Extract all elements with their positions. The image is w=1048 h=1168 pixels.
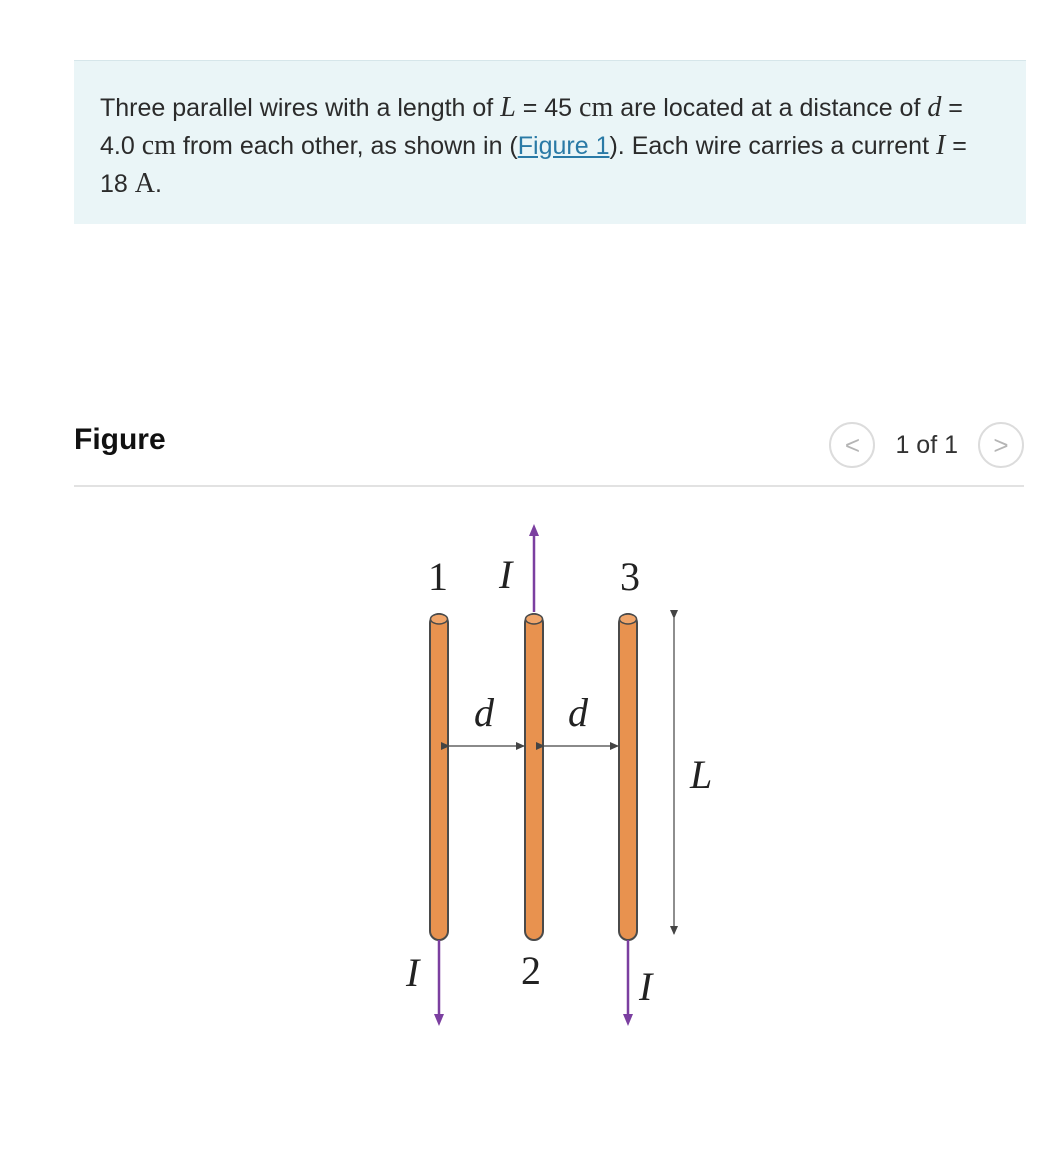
var-I: I [935,130,946,161]
problem-text-5: . [155,170,162,198]
wire-2 [525,614,543,940]
wire-1-label: 1 [428,554,448,599]
problem-text-3: from each other, as shown in ( [175,132,518,160]
problem-text-1: Three parallel wires with a length of [100,94,501,122]
problem-eq-3: = 18 [100,132,967,198]
problem-text-2: are located at a distance of [613,94,928,122]
problem-text-4: ). Each wire carries a current [609,132,936,160]
var-d: d [927,92,942,123]
wire-1 [430,614,448,940]
distance-label-2-3: d [568,690,588,735]
wire-3-label: 3 [620,554,640,599]
figure-page-count: 1 of 1 [895,430,958,459]
unit-cm-1: cm [579,92,614,123]
chevron-right-icon: > [993,429,1009,460]
current-label-wire-1: I [406,950,420,995]
problem-eq-1: = 45 [515,94,580,122]
wire-2-label: 2 [521,948,541,993]
wire-3 [619,614,637,940]
distance-label-1-2: d [474,690,494,735]
unit-A: A [134,168,155,199]
length-label: L [690,752,713,797]
figure-title: Figure [74,423,166,456]
var-L: L [500,92,516,123]
unit-cm-2: cm [141,130,176,161]
chevron-left-icon: < [844,429,861,460]
problem-eq-2: = 4.0 [100,94,963,160]
figure-1-link[interactable]: Figure 1 [517,132,610,160]
current-label-wire-2: I [499,552,513,597]
current-label-wire-3: I [639,964,653,1009]
